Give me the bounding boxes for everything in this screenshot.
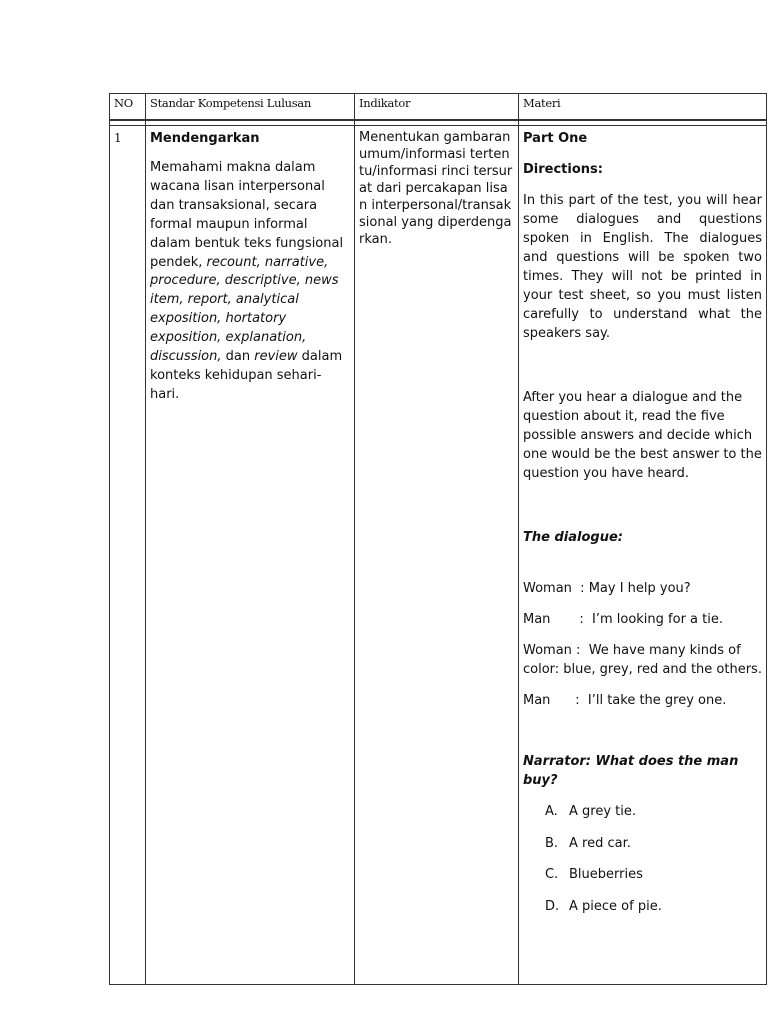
- competency-table: [109, 93, 767, 985]
- speaker: Man: [523, 612, 551, 627]
- utterance: I’ll take the grey one.: [587, 693, 727, 708]
- skl-cell: [146, 126, 355, 985]
- skl-description: [150, 159, 350, 405]
- header-materi: Materi: [519, 94, 767, 121]
- skl-text: Memahami makna dalam wacana lisan interpersonal dan transaksional, secara formal maupun informal dalam bentuk teks fungsional pendek,: [150, 160, 344, 270]
- answer-options: [523, 802, 762, 916]
- indikator-cell: [355, 126, 519, 985]
- skl-text-dan: dan: [221, 349, 255, 365]
- utterance: May I help you?: [588, 581, 691, 596]
- header-skl: Standar Kompetensi Lulusan: [146, 94, 355, 121]
- table-header-row: [110, 94, 767, 121]
- option-text: Blueberries: [569, 867, 643, 883]
- separator: :: [571, 581, 589, 596]
- option-text: A piece of pie.: [569, 898, 662, 914]
- dialogue-title: The dialogue:: [523, 530, 623, 545]
- separator: :: [550, 693, 588, 708]
- header-indikator: Indikator: [355, 94, 519, 121]
- indikator-text: Menentukan gambaran umum/informasi tertentu/informasi rinci tersurat dari percakapan lisan interpersonal/transaksional yang diperdengarkan.: [359, 130, 513, 247]
- option-text: A red car.: [569, 835, 631, 851]
- answer-option-b: [545, 834, 762, 853]
- speaker: Woman: [523, 643, 572, 658]
- option-letter: B.: [545, 835, 559, 851]
- option-text: A grey tie.: [569, 804, 636, 819]
- option-letter: A.: [545, 804, 558, 819]
- skl-text-end: dalam konteks kehidupan sehari-hari.: [150, 349, 343, 402]
- skl-text-review: review: [254, 349, 298, 365]
- directions-text: In this part of the test, you will hear some dialogues and questions spoken in English. The dialogues and questions will be spoken two times. They will not be printed in your test sheet, so you must listen carefully to understand what the speakers say.: [523, 193, 762, 341]
- narrator-question: Narrator: What does the man buy?: [523, 754, 739, 788]
- dialogue-line: [523, 691, 762, 710]
- dialogue-line: [523, 610, 762, 629]
- answer-option-d: [545, 897, 762, 916]
- option-letter: C.: [545, 867, 559, 883]
- materi-cell: [519, 126, 767, 985]
- utterance: I’m looking for a tie.: [592, 612, 723, 627]
- answer-option-c: [545, 865, 762, 884]
- part-title: Part One: [523, 131, 588, 146]
- separator: :: [571, 643, 589, 658]
- directions-title: Directions:: [523, 162, 603, 177]
- option-letter: D.: [545, 898, 560, 914]
- instruction-text: After you hear a dialogue and the question about it, read the five possible answers and decide which one would be the best answer to the question you have heard.: [523, 390, 762, 481]
- row-number: 1: [110, 126, 146, 985]
- skl-title: Mendengarkan: [150, 131, 260, 146]
- speaker: Man: [523, 693, 551, 708]
- utterance: We have many kinds of color: blue, grey, red and the others.: [523, 643, 762, 677]
- answer-option-a: [545, 802, 762, 821]
- dialogue-line: [523, 579, 762, 598]
- header-no: NO: [110, 94, 146, 121]
- speaker: Woman: [523, 581, 572, 596]
- dialogue-line: [523, 641, 762, 679]
- separator: :: [550, 612, 592, 627]
- table-row: [110, 126, 767, 985]
- skl-text-types: recount, narrative, procedure, descriptive, news item, report, analytical exposition, hortatory exposition, explanation, discussion,: [150, 254, 339, 365]
